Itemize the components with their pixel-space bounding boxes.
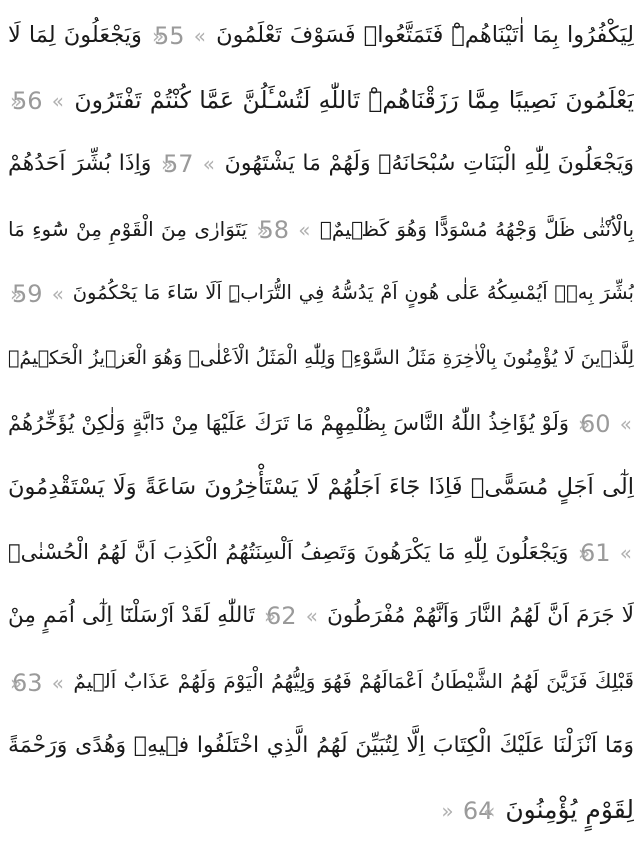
ayah-number-marker: « 56 » [12, 84, 62, 118]
ayah-number-marker: « 59 » [12, 277, 62, 311]
ayah-number-marker: « 60 » [580, 407, 630, 441]
verse-text: بِالْاُنْثٰى ظَلَّ وَجْهُهُ مُسْوَدًّا وَهُوَ كَظ۪يمٌۚ [319, 216, 634, 241]
verse-text: تَاللّٰهِ لَقَدْ اَرْسَلْنَٓا اِلٰٓى اُمَمٍ مِنْ [8, 603, 255, 629]
ayah-number-marker: « 58 » [258, 213, 308, 247]
ayah-number-marker: « 57 » [163, 147, 213, 181]
ayah-number-marker: « 61 » [580, 536, 630, 570]
verse-text: يَتَوَارٰى مِنَ الْقَوْمِ مِنْ سُٓوءِ مَا [8, 216, 248, 241]
verse-line [8, 8, 634, 62]
ayah-number-marker: « 64 » [443, 794, 493, 828]
verse-text: وَيَجْعَلُونَ لِلّٰهِ الْبَنَاتِ سُبْحَانَهُۙ وَلَهُمْ مَا يَشْتَهُونَ [224, 151, 634, 177]
verse-text: اِلٰٓى اَجَلٍ مُسَمًّىۚ فَاِذَا جَٓاءَ اَجَلُهُمْ لَا يَسْتَأْخِرُونَ سَاعَةً وَلَا يَسْتَقْدِمُونَ [8, 474, 634, 501]
verse-text: لِلَّذ۪ينَ لَا يُؤْمِنُونَ بِالْاٰخِرَةِ مَثَلُ السَّوْءِۚ وَلِلّٰهِ الْمَثَلُ الْاَعْلٰىۜ وَهُوَ الْعَز۪يزُ الْحَك۪يمُ۟ [8, 347, 634, 369]
ayah-number-marker: « 55 » [154, 19, 204, 53]
ayah-number-marker: « 62 » [266, 599, 316, 633]
verse-text: قَبْلِكَ فَزَيَّنَ لَهُمُ الشَّيْطَانُ اَعْمَالَهُمْ فَهُوَ وَلِيُّهُمُ الْيَوْمَ وَلَهُمْ عَذَابٌ اَل۪يمٌ [73, 669, 634, 693]
verse-text: وَاِذَا بُشِّرَ اَحَدُهُمْ [8, 151, 152, 177]
verse-text: لِقَوْمٍ يُؤْمِنُونَ [505, 795, 634, 825]
verse-text: وَمَٓا اَنْزَلْنَا عَلَيْكَ الْكِتَابَ اِلَّا لِتُبَيِّنَ لَهُمُ الَّذِي اخْتَلَفُوا ف۪يهِۙ وَهُدًى وَرَحْمَةً [8, 732, 634, 758]
verse-text: وَيَجْعَلُونَ لِلّٰهِ مَا يَكْرَهُونَ وَتَصِفُ اَلْسِنَتُهُمُ الْكَذِبَ اَنَّ لَهُمُ الْحُسْنٰىۜ [8, 539, 569, 564]
verse-text: لَا جَرَمَ اَنَّ لَهُمُ النَّارَ وَاَنَّهُمْ مُفْرَطُونَ [327, 603, 634, 629]
verse-line [8, 525, 634, 579]
verse-line [8, 266, 634, 320]
verse-line [8, 783, 634, 837]
verse-line [8, 73, 634, 127]
ayah-number-marker: « 63 » [12, 666, 62, 700]
verse-line [8, 137, 634, 191]
verse-line [8, 719, 634, 773]
verse-text: يَعْلَمُونَ نَصِيبًا مِمَّا رَزَقْنَاهُمْۜ تَاللّٰهِ لَتُسْـَٔلُنَّ عَمَّا كُنْتُمْ تَفْتَرُونَ [74, 85, 634, 114]
verse-line [8, 396, 634, 450]
verse-text: بُشِّرَ بِه۪ۜ اَيُمْسِكُهُ عَلٰى هُونٍ اَمْ يَدُسُّهُ فِي التُّرَابِۜ اَلَا سَٓاءَ مَا يَحْكُمُونَ [72, 281, 634, 305]
verse-line [8, 202, 634, 256]
verse-text: وَلَوْ يُؤَاخِذُ اللّٰهُ النَّاسَ بِظُلْمِهِمْ مَا تَرَكَ عَلَيْهَا مِنْ دَٓابَّةٍ وَلٰكِنْ يُؤَخِّرُهُمْ [8, 410, 570, 435]
verse-line [8, 331, 634, 385]
verse-line [8, 589, 634, 643]
verse-line [8, 460, 634, 514]
verse-text: وَيَجْعَلُونَ لِمَا لَا [8, 22, 142, 48]
verse-text: لِيَكْفُرُوا بِمَا اٰتَيْنَاهُمْۜ فَتَمَتَّعُواࣞ فَسَوْفَ تَعْلَمُونَ [216, 22, 634, 48]
verse-line [8, 654, 634, 708]
